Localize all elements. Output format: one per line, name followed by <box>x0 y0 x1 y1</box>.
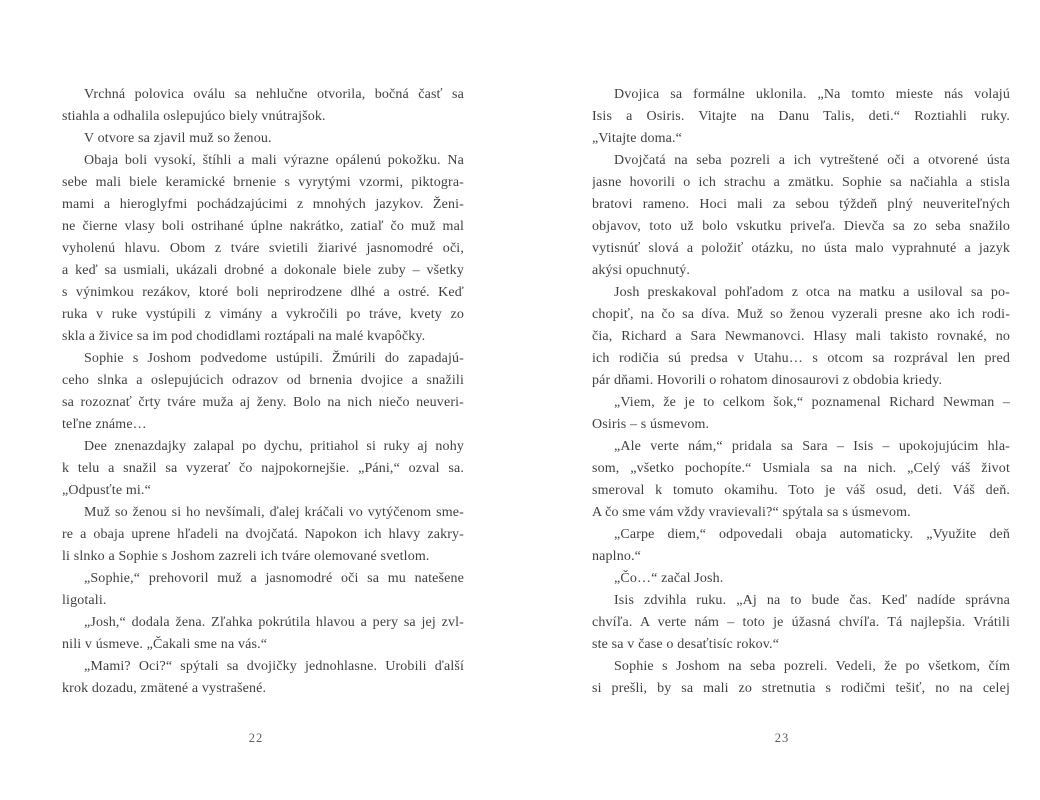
text-line: sebe mali biele keramické brnenie s vyrytými vzormi, piktogra- <box>62 175 464 190</box>
text-line: „Sophie,“ prehovoril muž a jasnomodré oči sa mu natešene <box>84 571 464 586</box>
text-line: „Viem, že je to celkom šok,“ poznamenal Richard Newman – <box>614 395 1010 410</box>
paragraph <box>62 128 464 150</box>
book-page-left <box>62 84 464 700</box>
text-line: chopiť, na čo sa díva. Muž so ženou vyzerali presne ako ich rodi- <box>592 307 1010 322</box>
text-line: bratovi rameno. Hoci mali za sebou týždeň plný neuveriteľných <box>592 197 1010 212</box>
text-line: ruka v ruke vystúpili z vimány a vykročili po tráve, kvety zo <box>62 307 464 322</box>
paragraph <box>62 348 464 436</box>
text-line: „Carpe diem,“ odpovedali obaja automaticky. „Využite deň <box>614 527 1010 542</box>
text-line: s výnimkou rezákov, ktoré boli neprirodzene dlhé a ostré. Keď <box>62 285 464 300</box>
paragraph <box>592 84 1010 150</box>
paragraph <box>62 150 464 348</box>
text-line: „Josh,“ dodala žena. Zľahka pokrútila hlavou a pery sa jej zvl- <box>84 615 464 630</box>
text-line: „Ale verte nám,“ pridala sa Sara – Isis – upokojujúcim hla- <box>614 439 1010 454</box>
page-text <box>62 84 464 700</box>
text-line: si prešli, by sa mali zo stretnutia s rodičmi tešiť, no na celej <box>592 681 1010 696</box>
paragraph <box>592 150 1010 282</box>
text-line: stiahla a odhalila oslepujúco biely vnútrajšok. <box>62 109 326 124</box>
text-line: akýsi opuchnutý. <box>592 263 691 278</box>
text-line: „Vitajte doma.“ <box>592 131 683 146</box>
paragraph <box>592 568 1010 590</box>
text-line: k telu a snažil sa vyzerať čo najpokornejšie. „Páni,“ ozval sa. <box>62 461 464 476</box>
text-line: mami a hieroglyfmi pochádzajúcimi z mnohých jazykov. Ženi- <box>62 197 464 212</box>
text-line: ligotali. <box>62 593 107 608</box>
text-line: Josh preskakoval pohľadom z otca na matku a usiloval sa po- <box>614 285 1010 300</box>
text-line: Dvojica sa formálne uklonila. „Na tomto mieste nás volajú <box>614 87 1010 102</box>
text-line: Sophie s Joshom na seba pozreli. Vedeli, že po všetkom, čím <box>614 659 1010 674</box>
text-line: Dvojčatá na seba pozreli a ich vytreštené oči a otvorené ústa <box>614 153 1010 168</box>
text-line: Obaja boli vysokí, štíhli a mali výrazne opálenú pokožku. Na <box>84 153 464 168</box>
book-page-right <box>592 84 1010 700</box>
text-line: Muž so ženou si ho nevšímali, ďalej kráčali vo vytýčenom sme- <box>84 505 464 520</box>
text-line: a keď sa usmiali, ukázali drobné a dokonale biele zuby – všetky <box>62 263 464 278</box>
text-line: vyholenú hlavu. Obom z tváre svietili žiarivé jasnomodré oči, <box>62 241 464 256</box>
paragraph <box>592 656 1010 700</box>
paragraph <box>592 282 1010 392</box>
paragraph <box>592 524 1010 568</box>
paragraph <box>62 436 464 502</box>
text-line: objavov, toto už bolo vskutku priveľa. Dievča sa zo seba snažilo <box>592 219 1010 234</box>
text-line: krok dozadu, zmätené a vystrašené. <box>62 681 267 696</box>
text-line: ste sa v čase o desaťtisíc rokov.“ <box>592 637 780 652</box>
text-line: Isis zdvihla ruku. „Aj na to bude čas. Keď nadíde správna <box>614 593 1010 608</box>
text-line: chvíľa. A verte nám – toto je úžasná chvíľa. Tá najlepšia. Vrátili <box>592 615 1010 630</box>
paragraph <box>592 436 1010 524</box>
paragraph <box>62 656 464 700</box>
text-line: sa rozoznať črty tváre muža aj ženy. Bolo na nich niečo neuveri- <box>62 395 464 410</box>
text-line: ceho slnka a oslepujúcich odrazov od brnenia dvojice a snažili <box>62 373 464 388</box>
paragraph <box>592 590 1010 656</box>
page-text <box>592 84 1010 700</box>
text-line: li slnko a Sophie s Joshom zazreli ich tváre olemované svetlom. <box>62 549 430 564</box>
text-line: Isis a Osiris. Vitajte na Danu Talis, deti.“ Roztiahli ruky. <box>592 109 1010 124</box>
text-line: V otvore sa zjavil muž so ženou. <box>84 131 272 146</box>
text-line: Sophie s Joshom podvedome ustúpili. Žmúrili do zapadajú- <box>84 351 464 366</box>
text-line: som, „všetko pochopíte.“ Usmiala sa na nich. „Celý váš život <box>592 461 1010 476</box>
text-line: čia, Richard a Sara Newmanovci. Hlasy mali takisto rovnaké, no <box>592 329 1010 344</box>
text-line: teľne známe… <box>62 417 147 432</box>
text-line: vytisnúť slová a položiť otázku, no ústa malo vyprahnuté a jazyk <box>592 241 1010 256</box>
text-line: Osiris – s úsmevom. <box>592 417 710 432</box>
paragraph <box>62 502 464 568</box>
paragraph <box>62 568 464 612</box>
page-number: 22 <box>248 731 264 745</box>
text-line: ne čierne vlasy boli ostrihané úplne nakrátko, zatiaľ čo muž mal <box>62 219 464 234</box>
text-line: smeroval k tomuto okamihu. Toto je váš osud, deti. Váš deň. <box>592 483 1010 498</box>
text-line: naplno.“ <box>592 549 642 564</box>
paragraph <box>592 392 1010 436</box>
text-line: „Mami? Oci?“ spýtali sa dvojičky jednohlasne. Urobili ďalší <box>84 659 464 674</box>
paragraph <box>62 84 464 128</box>
text-line: ich rodičia sú predsa v Utahu… s otcom sa rozprával len pred <box>592 351 1010 366</box>
text-line: Vrchná polovica oválu sa nehlučne otvorila, bočná časť sa <box>84 87 464 102</box>
text-line: „Odpusťte mi.“ <box>62 483 151 498</box>
text-line: skla a živice sa im pod chodidlami roztápali na malé kvapôčky. <box>62 329 426 344</box>
page-number: 23 <box>774 731 790 745</box>
text-line: nili v úsmeve. „Čakali sme na vás.“ <box>62 637 268 652</box>
text-line: „Čo…“ začal Josh. <box>614 571 724 586</box>
text-line: pár dňami. Hovorili o rohatom dinosaurovi z obdobia kriedy. <box>592 373 943 388</box>
text-line: A čo sme vám vždy vravievali?“ spýtala sa s úsmevom. <box>592 505 911 520</box>
paragraph <box>62 612 464 656</box>
text-line: re a obaja uprene hľadeli na dvojčatá. Napokon ich hlavy zakry- <box>62 527 464 542</box>
text-line: jasne hovorili o ich strachu a zmätku. Sophie sa načiahla a stisla <box>592 175 1010 190</box>
text-line: Dee znenazdajky zalapal po dychu, pritiahol si ruky aj nohy <box>84 439 464 454</box>
